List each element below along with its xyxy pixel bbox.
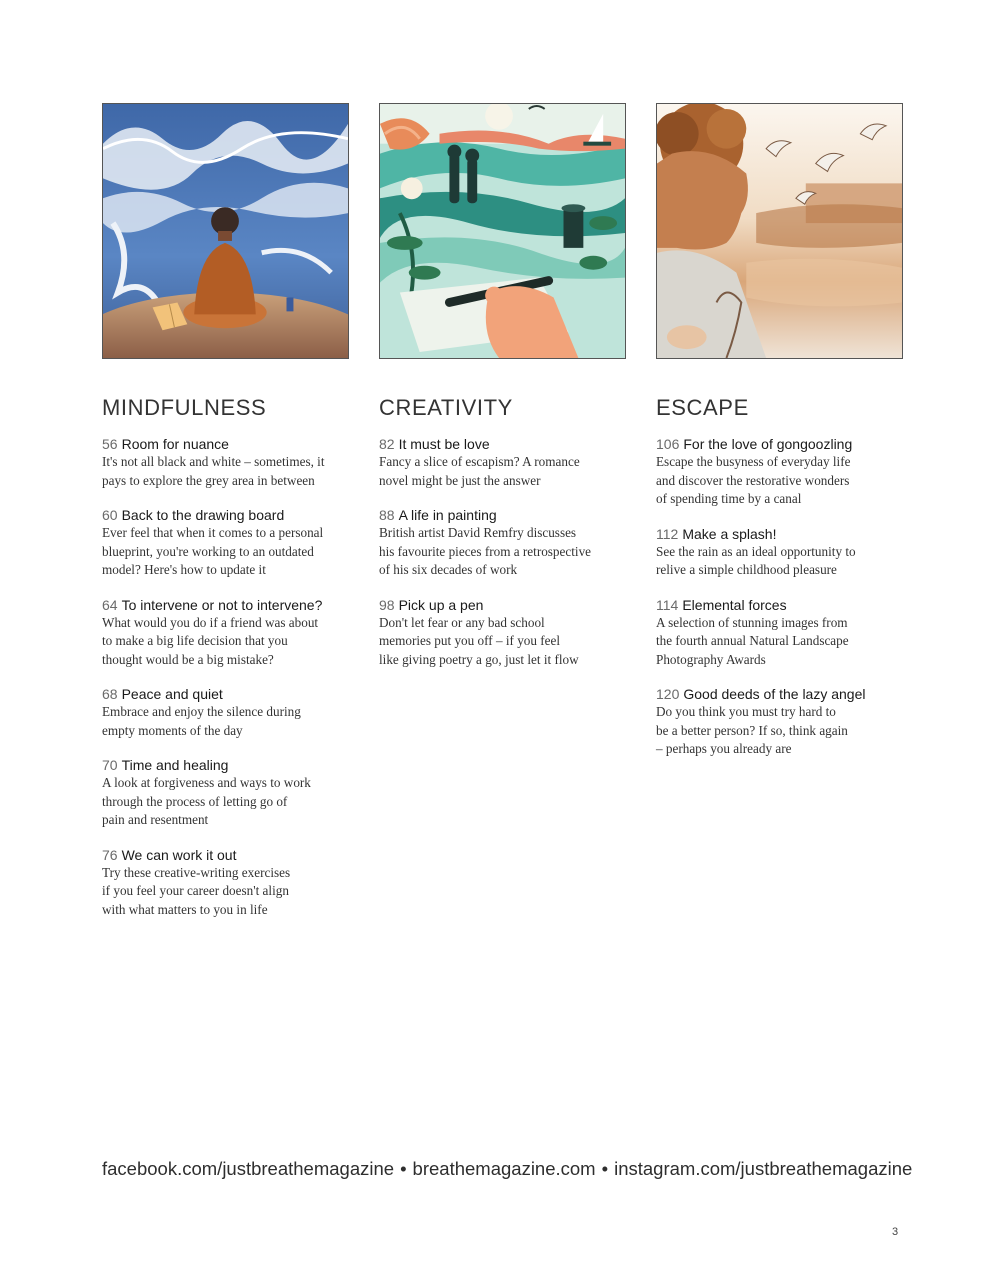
mindfulness-illustration	[102, 103, 349, 359]
section-creativity	[379, 103, 626, 685]
article-description: Do you think you must try hard to be a better person? If so, think again – perhaps you already are	[656, 704, 848, 756]
page-number: 76	[102, 846, 118, 863]
page-number: 82	[379, 436, 395, 452]
separator-dot: •	[601, 1158, 609, 1179]
section-heading: MINDFULNESS	[102, 395, 267, 420]
page-number: 98	[379, 596, 395, 613]
article-entry[interactable]	[656, 685, 903, 759]
page-number: 70	[102, 757, 118, 773]
article-description: A selection of stunning images from the fourth annual Natural Landscape Photography Awards	[656, 614, 849, 667]
article-entry[interactable]	[656, 525, 903, 580]
website-link[interactable]: breathemagazine.com	[412, 1158, 596, 1179]
article-description: See the rain as an ideal opportunity to relive a simple childhood pleasure	[656, 543, 856, 577]
article-entry[interactable]	[379, 596, 626, 670]
article-description: Ever feel that when it comes to a personal blueprint, you're working to an outdated model? Here's how to update it	[102, 525, 324, 577]
page-number: 64	[102, 596, 118, 613]
article-list	[656, 435, 903, 759]
page-number: 56	[102, 436, 118, 452]
instagram-link[interactable]: instagram.com/justbreathemagazine	[614, 1158, 913, 1179]
escape-illustration	[656, 103, 903, 359]
article-title[interactable]: Good deeds of the lazy angel	[683, 686, 866, 702]
article-title[interactable]: We can work it out	[121, 846, 237, 863]
page-number: 120	[656, 686, 680, 702]
page-number-footer: 3	[892, 1226, 899, 1238]
article-title[interactable]: Time and healing	[121, 757, 229, 773]
article-entry[interactable]	[102, 435, 349, 490]
social-links-footer	[102, 1158, 913, 1180]
article-description: Try these creative-writing exercises if you feel your career doesn't align with what matters to you in life	[102, 864, 291, 917]
article-list	[379, 435, 626, 669]
article-entry[interactable]	[102, 846, 349, 920]
article-entry[interactable]	[656, 596, 903, 670]
section-heading: ESCAPE	[656, 395, 749, 420]
article-description: What would you do if a friend was about to make a big life decision that you thought would be a big mistake?	[102, 614, 319, 667]
separator-dot: •	[400, 1158, 407, 1179]
page-number: 106	[656, 436, 680, 452]
page-number: 88	[379, 507, 395, 523]
creativity-illustration	[379, 103, 626, 359]
article-title[interactable]: For the love of gongoozling	[683, 436, 853, 452]
article-title[interactable]: Peace and quiet	[121, 686, 223, 702]
page-number: 112	[656, 525, 679, 542]
article-entry[interactable]	[379, 506, 626, 580]
article-description: It's not all black and white – sometimes, it pays to explore the grey area in between	[102, 454, 325, 488]
section-escape	[656, 103, 903, 775]
article-title[interactable]: Make a splash!	[682, 525, 777, 542]
article-title[interactable]: Room for nuance	[121, 436, 229, 452]
article-title[interactable]: Elemental forces	[682, 596, 787, 613]
facebook-link[interactable]: facebook.com/justbreathemagazine	[102, 1158, 395, 1179]
page-number: 114	[656, 596, 679, 613]
section-heading: CREATIVITY	[379, 395, 513, 420]
article-entry[interactable]	[102, 506, 349, 580]
article-title[interactable]: To intervene or not to intervene?	[121, 596, 323, 613]
article-entry[interactable]	[102, 596, 349, 670]
page-number: 60	[102, 507, 118, 523]
article-title[interactable]: It must be love	[398, 436, 490, 452]
article-title[interactable]: A life in painting	[398, 507, 497, 523]
article-entry[interactable]	[102, 756, 349, 830]
article-description: Fancy a slice of escapism? A romance novel might be just the answer	[379, 454, 580, 488]
article-entry[interactable]	[102, 685, 349, 740]
article-title[interactable]: Back to the drawing board	[121, 507, 285, 523]
article-entry[interactable]	[379, 435, 626, 490]
article-list	[102, 435, 349, 919]
page-number: 68	[102, 686, 118, 702]
article-description: A look at forgiveness and ways to work through the process of letting go of pain and resentment	[102, 775, 311, 827]
article-description: Escape the busyness of everyday life and discover the restorative wonders of spending time by a canal	[656, 454, 851, 506]
article-description: Embrace and enjoy the silence during empty moments of the day	[102, 704, 301, 738]
article-description: British artist David Remfry discusses his favourite pieces from a retrospective of his six decades of work	[379, 525, 592, 577]
article-entry[interactable]	[656, 435, 903, 509]
section-mindfulness	[102, 103, 349, 935]
article-description: Don't let fear or any bad school memories put you off – if you feel like giving poetry a go, just let it flow	[379, 614, 579, 667]
article-title[interactable]: Pick up a pen	[398, 596, 484, 613]
